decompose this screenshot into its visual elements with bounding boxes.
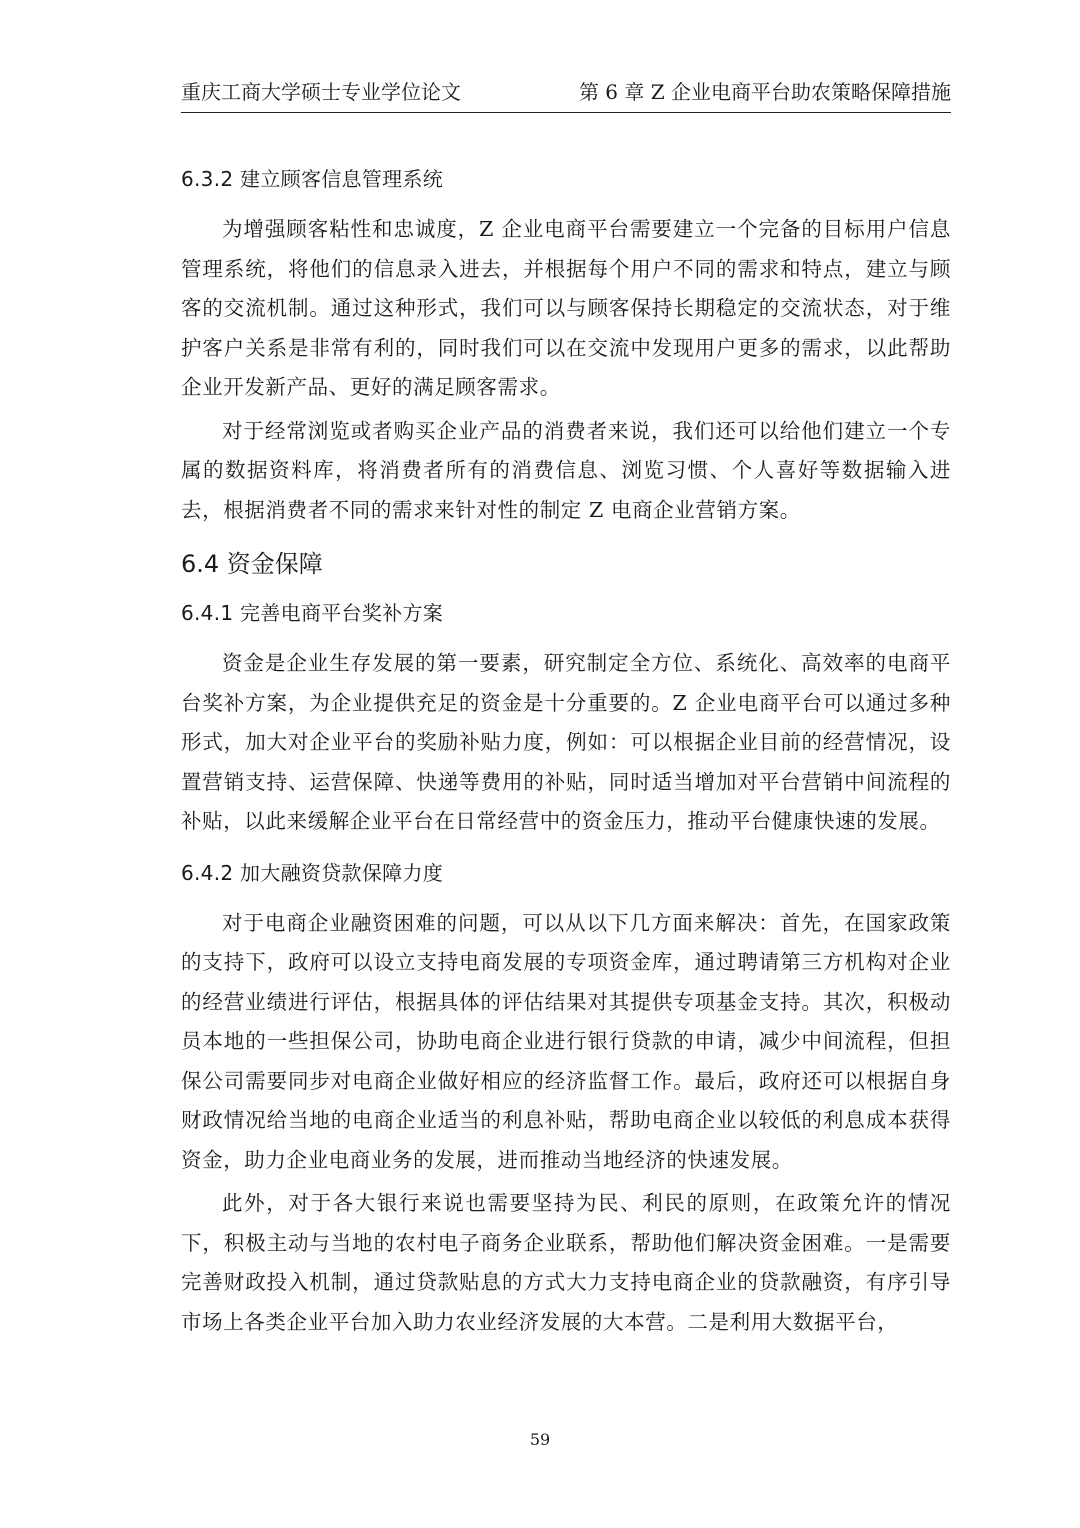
heading-6-4: 6.4 资金保障 [181, 550, 323, 578]
paragraph: 对于经常浏览或者购买企业产品的消费者来说，我们还可以给他们建立一个专属的数据资料库，将消费者所有的消费信息、浏览习惯、个人喜好等数据输入进去，根据消费者不同的需求来针对性的制定 Z 电商企业营销方案。 [181, 418, 951, 522]
page-header [181, 78, 951, 110]
header-chapter-title: 第 6 章 Z 企业电商平台助农策略保障措施 [578, 80, 951, 104]
page-body [181, 158, 951, 1342]
header-thesis-title: 重庆工商大学硕士专业学位论文 [181, 80, 461, 104]
paragraph: 为增强顾客粘性和忠诚度，Z 企业电商平台需要建立一个完备的目标用户信息管理系统，将他们的信息录入进去，并根据每个用户不同的需求和特点，建立与顾客的交流机制。通过这种形式，我们可以与顾客保持长期稳定的交流状态，对于维护客户关系是非常有利的，同时我们可以在交流中发现用户更多的需求，以此帮助企业开发新产品、更好的满足顾客需求。 [181, 217, 951, 399]
page-number: 59 [529, 1430, 551, 1449]
paragraph: 此外，对于各大银行来说也需要坚持为民、利民的原则，在政策允许的情况下，积极主动与当地的农村电子商务企业联系，帮助他们解决资金困难。一是需要完善财政投入机制，通过贷款贴息的方式大力支持电商企业的贷款融资，有序引导市场上各类企业平台加入助力农业经济发展的大本营。二是利用大数据平台， [181, 1191, 951, 1334]
heading-6-3-2: 6.3.2 建立顾客信息管理系统 [181, 167, 444, 191]
paragraph: 对于电商企业融资困难的问题，可以从以下几方面来解决：首先，在国家政策的支持下，政府可以设立支持电商发展的专项资金库，通过聘请第三方机构对企业的经营业绩进行评估，根据具体的评估结果对其提供专项基金支持。其次，积极动员本地的一些担保公司，协助电商企业进行银行贷款的申请，减少中间流程，但担保公司需要同步对电商企业做好相应的经济监督工作。最后，政府还可以根据自身财政情况给当地的电商企业适当的利息补贴，帮助电商企业以较低的利息成本获得资金，助力企业电商业务的发展，进而推动当地经济的快速发展。 [181, 910, 951, 1172]
heading-6-4-2: 6.4.2 加大融资贷款保障力度 [181, 860, 444, 885]
paragraph: 资金是企业生存发展的第一要素，研究制定全方位、系统化、高效率的电商平台奖补方案，为企业提供充足的资金是十分重要的。Z 企业电商平台可以通过多种形式，加大对企业平台的奖励补贴力度，例如：可以根据企业目前的经营情况，设置营销支持、运营保障、快递等费用的补贴，同时适当增加对平台营销中间流程的补贴，以此来缓解企业平台在日常经营中的资金压力，推动平台健康快速的发展。 [181, 651, 951, 833]
header-divider [181, 112, 951, 113]
heading-6-4-1: 6.4.1 完善电商平台奖补方案 [181, 601, 444, 625]
